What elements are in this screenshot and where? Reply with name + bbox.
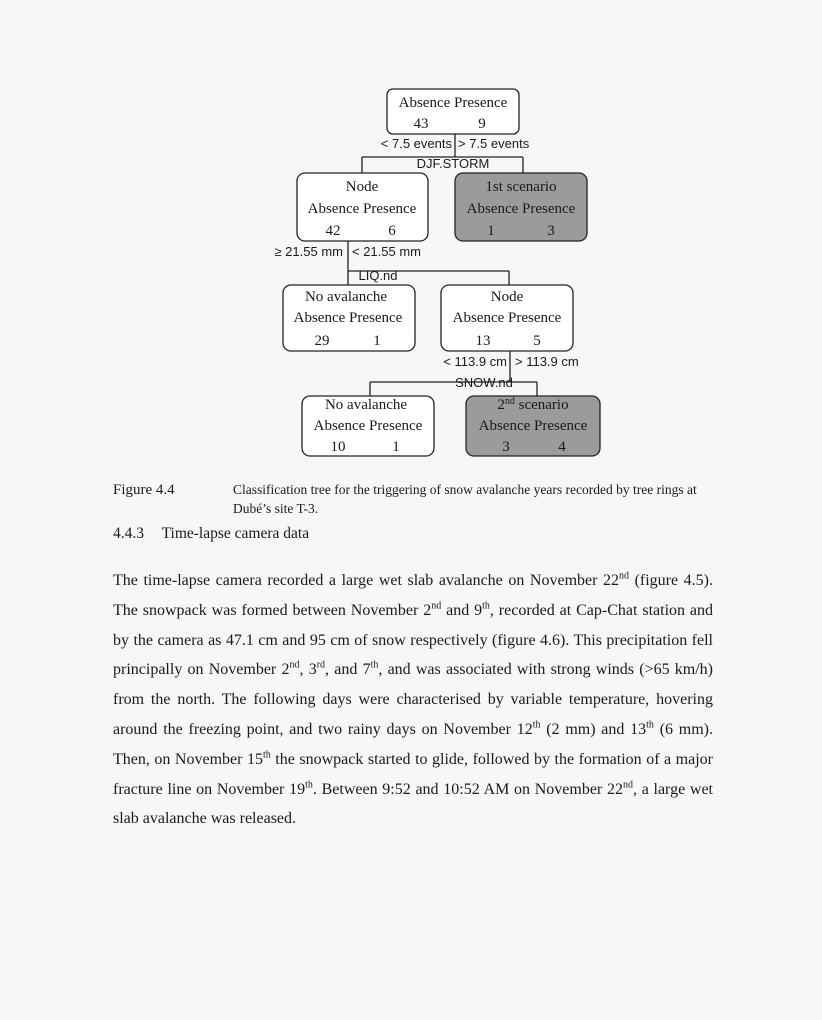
leaf-2nd-scenario-absence: 3 — [502, 439, 510, 455]
node-a-header: Absence Presence — [307, 201, 417, 217]
node-b-absence: 13 — [475, 333, 491, 349]
split1-right-label: > 7.5 events — [458, 136, 530, 151]
leaf-2nd-scenario-header: Absence Presence — [478, 418, 588, 434]
node-b — [441, 285, 573, 351]
leaf-no-avalanche-2-presence: 1 — [392, 439, 400, 455]
leaf-no-avalanche-1-absence: 29 — [314, 333, 330, 349]
split1-variable: DJF.STORM — [416, 156, 490, 171]
split3-left-label: < 113.9 cm — [443, 354, 507, 369]
section-number: 4.4.3 — [113, 525, 144, 542]
node-a-presence: 6 — [388, 223, 396, 239]
leaf-no-avalanche-2-header: Absence Presence — [313, 418, 423, 434]
node-b-title: Node — [490, 289, 524, 305]
root-absence: 43 — [413, 116, 429, 132]
leaf-no-avalanche-2-absence: 10 — [330, 439, 346, 455]
split1-left-label: < 7.5 events — [380, 136, 452, 151]
split2-right-label: < 21.55 mm — [352, 244, 422, 259]
leaf-2nd-scenario — [466, 396, 600, 456]
figure-caption-text: Classification tree for the triggering of snow avalanche years recorded by tree rings at Dubé’s site T-3. — [233, 482, 697, 516]
root-header: Absence Presence — [398, 95, 508, 111]
leaf-1st-scenario-header: Absence Presence — [466, 201, 576, 217]
leaf-no-avalanche-1-presence: 1 — [373, 333, 381, 349]
leaf-1st-scenario-presence: 3 — [547, 223, 555, 239]
root-node — [387, 89, 519, 134]
leaf-no-avalanche-1-header: Absence Presence — [293, 310, 403, 326]
split2-variable: LIQ.nd — [358, 268, 398, 283]
section-heading — [113, 525, 309, 543]
leaf-1st-scenario-absence: 1 — [487, 223, 495, 239]
node-a — [297, 173, 428, 241]
split3-right-label: > 113.9 cm — [515, 354, 579, 369]
split3-variable: SNOW.nd — [455, 375, 513, 390]
node-a-absence: 42 — [325, 223, 341, 239]
leaf-2nd-scenario-title: 2nd scenario — [497, 396, 569, 413]
node-a-title: Node — [345, 179, 379, 195]
body-paragraph: The time-lapse camera recorded a large wet slab avalanche on November 22nd (figure 4.5). The snowpack was formed between November 2nd and 9th, recorded at Cap-Chat station and by the camera as 47.1 cm and 95 cm of snow respectively (figure 4.6). This precipitation fell principally on November 2nd, 3rd, and 7th, and was associated with strong winds (>65 km/h) from the north. The following days were characterised by variable temperature, hovering around the freezing point, and two rainy days on November 12th (2 mm) and 13th (6 mm). Then, on November 15th the snowpack started to glide, followed by the formation of a major fracture line on November 19th. Between 9:52 and 10:52 AM on November 22nd, a large wet slab avalanche was released. — [113, 570, 714, 828]
leaf-no-avalanche-1-title: No avalanche — [304, 289, 388, 305]
classification-tree-diagram — [0, 0, 822, 470]
leaf-no-avalanche-2-title: No avalanche — [324, 397, 408, 413]
leaf-no-avalanche-2 — [302, 396, 434, 456]
root-presence: 9 — [478, 116, 486, 132]
node-b-header: Absence Presence — [452, 310, 562, 326]
figure-label: Figure 4.4 — [113, 482, 175, 498]
section-title: Time-lapse camera data — [161, 525, 310, 542]
leaf-1st-scenario — [455, 173, 587, 241]
node-b-presence: 5 — [533, 333, 541, 349]
leaf-no-avalanche-1 — [283, 285, 415, 351]
split2-left-label: ≥ 21.55 mm — [274, 244, 343, 259]
leaf-1st-scenario-title: 1st scenario — [485, 179, 557, 195]
leaf-2nd-scenario-presence: 4 — [558, 439, 566, 455]
